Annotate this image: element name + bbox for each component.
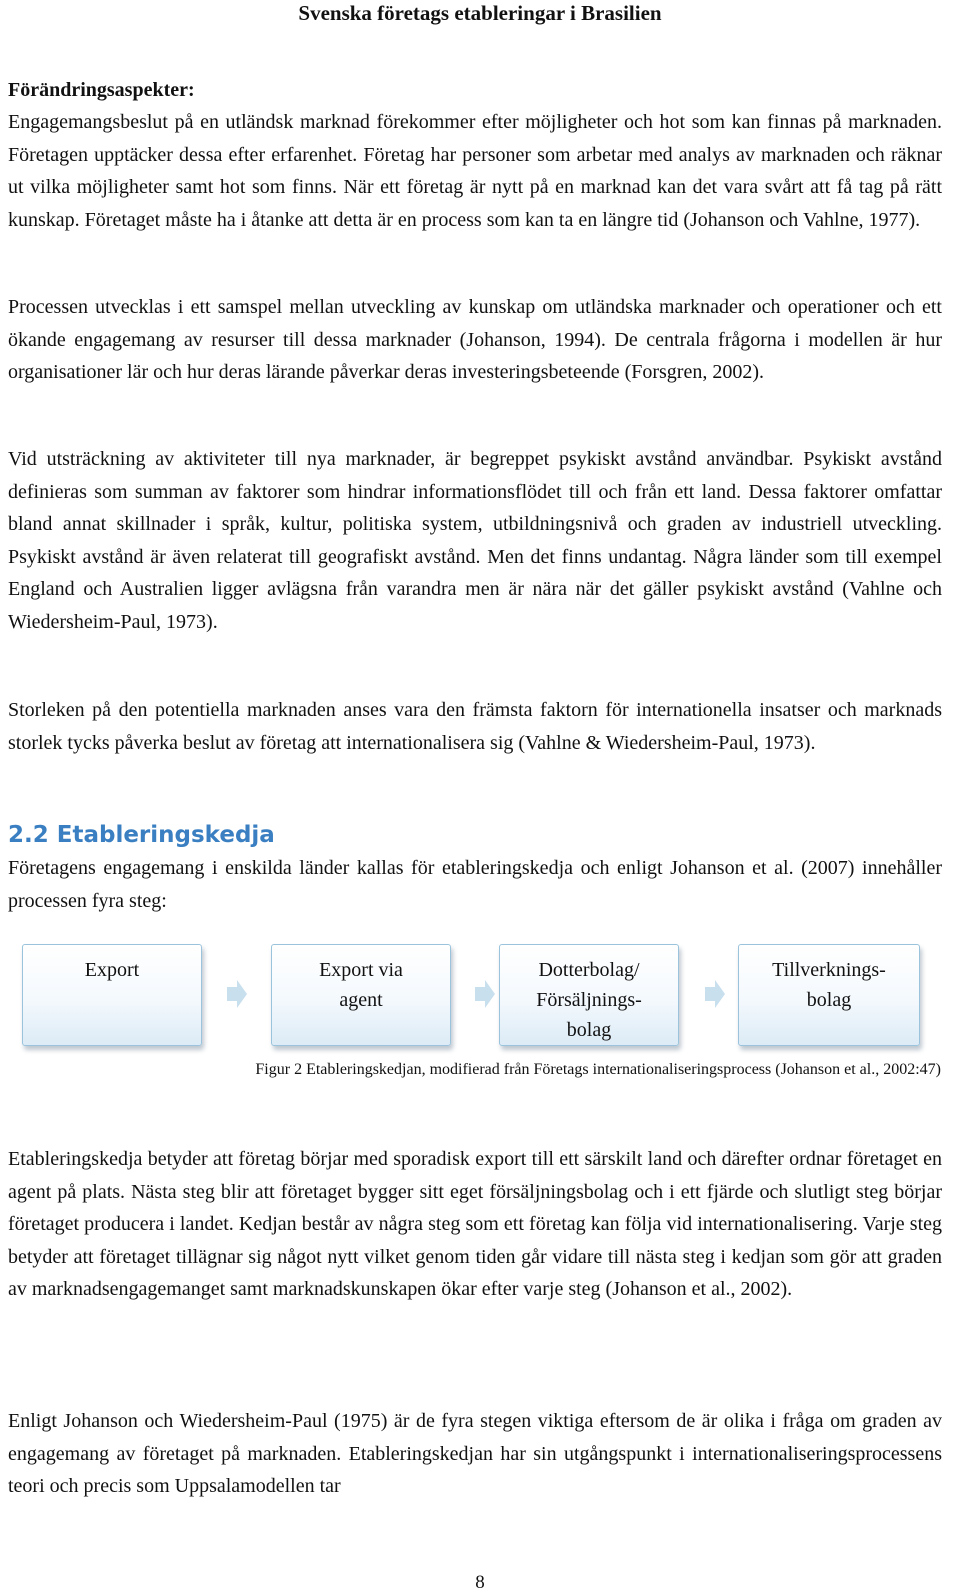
section-heading: 2.2 Etableringskedja [8,822,275,848]
paragraph-block [8,694,942,759]
section-etableringskedja [8,818,942,917]
paragraph-block [8,1405,942,1503]
chain-step-label: agent [339,989,383,1011]
chain-step-label: Försäljnings- [536,989,642,1011]
subheading-change-aspects: Förändringsaspekter: [8,79,195,101]
chain-step-label: Export [84,959,140,981]
arrow-right-icon [227,980,247,1008]
chain-step-label: bolag [566,1019,612,1041]
chain-step-label: Export via [319,959,403,981]
paragraph: Etableringskedja betyder att företag börjar med sporadisk export till ett särskilt land och därefter ordnar företaget en agent på plats. Nästa steg blir att företaget bygger sitt eget försäljningsbolag och i ett fjärde och slutligt steg börjar företaget producera i landet. Kedjan består av några steg som ett företag kan följa vid internationalisering. Varje steg betyder att företaget tillägnar sig något nytt vilket genom tiden går vidare till nästa steg i kedjan som gör att graden av marknadsengagemanget samt marknadskunskapen ökar efter varje steg (Johanson et al., 2002). [8,1148,942,1301]
paragraph: Enligt Johanson och Wiedersheim-Paul (1975) är de fyra stegen viktiga eftersom de är olika i fråga om graden av engagemang av företaget på marknaden. Etableringskedjan har sin utgångspunkt i internationaliseringsprocessens teori och precis som Uppsalamodellen tar [8,1410,942,1498]
chain-step-subsidiary [499,944,679,1046]
paragraph: Vid utsträckning av aktiviteter till nya marknader, är begreppet psykiskt avstånd användbar. Psykiskt avstånd definieras som summan av faktorer som hindrar informationsflödet till och från ett land. Dessa faktorer omfattar bland annat skillnader i språk, kultur, politiska system, utbildningsnivå och graden av industriell utveckling. Psykiskt avstånd är även relaterat till geografiskt avstånd. Men det finns undantag. Några länder som till exempel England och Australien ligger avlägsna från varandra men är nära när det gäller psykiskt avstånd (Vahlne och Wiedersheim-Paul, 1973). [8,448,942,633]
chain-step-label: Tillverknings- [772,959,886,981]
paragraph: Processen utvecklas i ett samspel mellan utveckling av kunskap om utländska marknader och operationer och ett ökande engagemang av resurser till dessa marknader (Johanson, 1994). De centrala frågorna i modellen är hur organisationer lär och hur deras lärande påverkar deras investeringsbeteende (Forsgren, 2002). [8,296,942,384]
establishment-chain-diagram [22,944,942,1054]
paragraph-block [8,443,942,639]
chain-step-label: bolag [806,989,852,1011]
paragraph-block [8,291,942,389]
paragraph-block [8,1143,942,1306]
arrow-right-icon [475,980,495,1008]
paragraph: Engagemangsbeslut på en utländsk marknad förekommer efter möjligheter och hot som kan finnas på marknaden. Företagen upptäcker dessa efter erfarenhet. Företag har personer som arbetar med analys av marknaden och räknar ut vilka möjligheter samt hot som finns. När ett företag är nytt på en marknad kan det vara svårt att få tag på rätt kunskap. Företaget måste ha i åtanke att detta är en process som kan ta en längre tid (Johanson och Vahlne, 1977). [8,111,942,231]
paragraph: Storleken på den potentiella marknaden anses vara den främsta faktorn för internationella insatser och marknads storlek tycks påverka beslut av företag att internationalisera sig (Vahlne & Wiedersheim-Paul, 1973). [8,699,942,754]
section-change-aspects [8,74,942,236]
page-number: 8 [475,1572,485,1593]
paragraph: Företagens engagemang i enskilda länder kallas för etableringskedja och enligt Johanson et al. (2007) innehåller processen fyra steg: [8,857,942,912]
arrow-right-icon [705,980,725,1008]
chain-step-export-via-agent [271,944,451,1046]
figure-caption: Figur 2 Etableringskedjan, modifierad från Företags internationaliseringsprocess (Johanson et al., 2002:47) [255,1061,941,1078]
chain-step-manufacturing [738,944,920,1046]
chain-step-export [22,944,202,1046]
chain-step-label: Dotterbolag/ [538,959,640,981]
running-header: Svenska företags etableringar i Brasilien [298,1,662,25]
